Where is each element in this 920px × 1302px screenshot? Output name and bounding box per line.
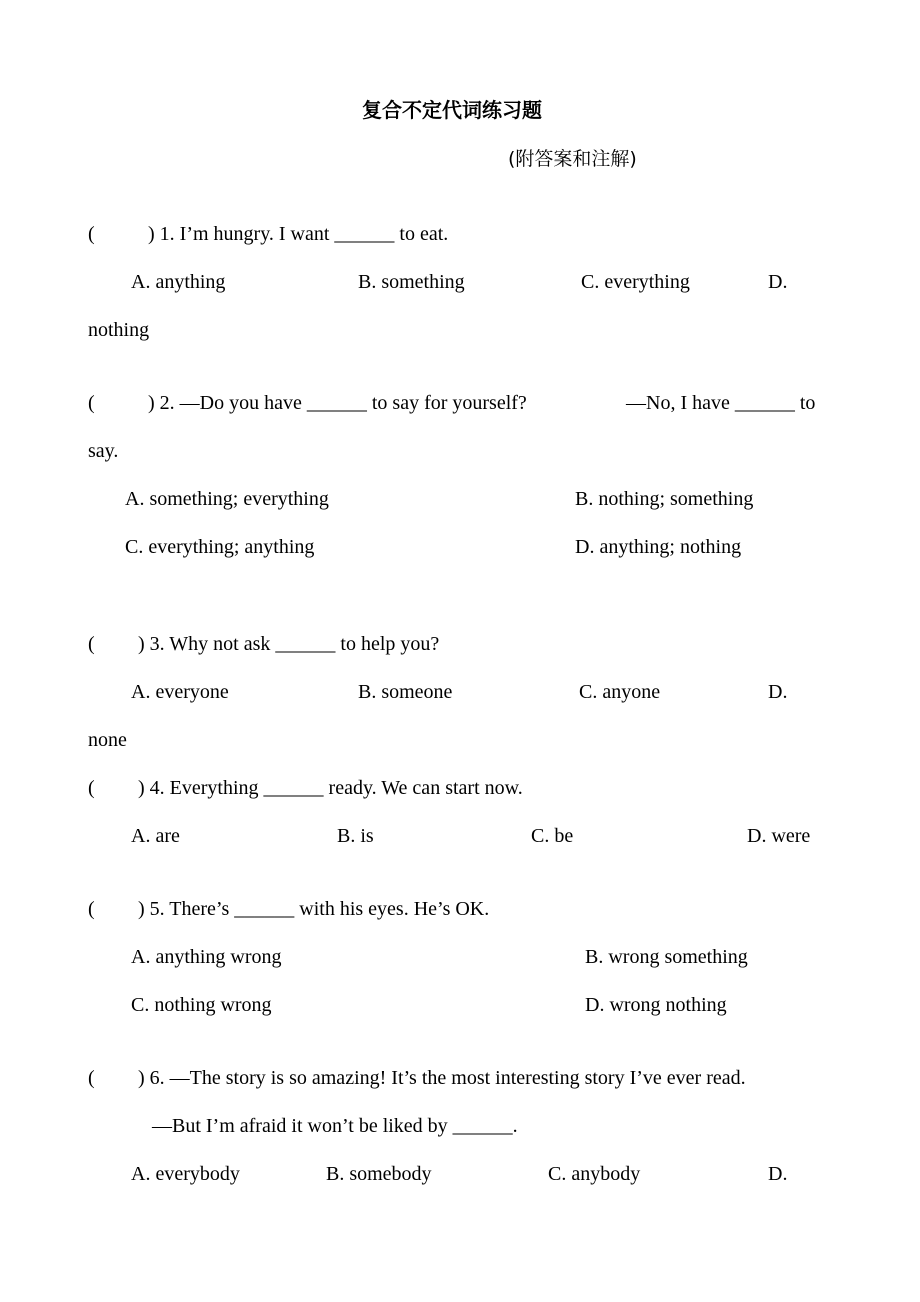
- option-a: A. everyone: [131, 681, 229, 703]
- option-b: B. is: [337, 825, 374, 847]
- option-c: C. anyone: [579, 681, 661, 703]
- page-title: 复合不定代词练习题: [362, 98, 542, 122]
- question-stem-reply: —No, I have ______ to: [626, 392, 816, 414]
- answer-paren-open: (: [88, 392, 95, 414]
- answer-paren-open: (: [88, 777, 95, 799]
- option-d: D. wrong nothing: [585, 994, 727, 1016]
- option-b: B. nothing; something: [575, 488, 754, 510]
- option-b: B. something: [358, 271, 465, 293]
- question-stem: ) 2. —Do you have ______ to say for yourself?: [148, 392, 527, 414]
- option-d: D.: [768, 681, 788, 703]
- question-stem-continued: say.: [88, 440, 119, 462]
- option-d: D. were: [747, 825, 811, 847]
- question-stem: ) 4. Everything ______ ready. We can start now.: [138, 777, 523, 799]
- answer-paren-open: (: [88, 898, 95, 920]
- option-a: A. are: [131, 825, 180, 847]
- question-stem: ) 6. —The story is so amazing! It’s the most interesting story I’ve ever read.: [138, 1067, 746, 1089]
- option-c: C. everything; anything: [125, 536, 315, 558]
- option-b: B. somebody: [326, 1163, 432, 1185]
- question-stem: ) 3. Why not ask ______ to help you?: [138, 633, 440, 655]
- question-stem: ) 1. I’m hungry. I want ______ to eat.: [148, 223, 449, 245]
- option-d: D. anything; nothing: [575, 536, 742, 558]
- option-d-text: nothing: [88, 319, 150, 341]
- page-subtitle: (附答案和注解): [508, 148, 637, 170]
- answer-paren-open: (: [88, 223, 95, 245]
- option-c: C. everything: [581, 271, 690, 293]
- option-d: D.: [768, 271, 788, 293]
- answer-paren-open: (: [88, 1067, 95, 1089]
- option-a: A. something; everything: [125, 488, 329, 510]
- option-d: D.: [768, 1163, 788, 1185]
- option-c: C. anybody: [548, 1163, 641, 1185]
- question-stem-continued: —But I’m afraid it won’t be liked by ______.: [152, 1115, 518, 1137]
- option-c: C. be: [531, 825, 574, 847]
- option-a: A. anything: [131, 271, 226, 293]
- option-b: B. wrong something: [585, 946, 748, 968]
- option-b: B. someone: [358, 681, 453, 703]
- option-d-text: none: [88, 729, 127, 751]
- question-stem: ) 5. There’s ______ with his eyes. He’s OK.: [138, 898, 490, 920]
- option-a: A. anything wrong: [131, 946, 282, 968]
- option-a: A. everybody: [131, 1163, 240, 1185]
- option-c: C. nothing wrong: [131, 994, 272, 1016]
- answer-paren-open: (: [88, 633, 95, 655]
